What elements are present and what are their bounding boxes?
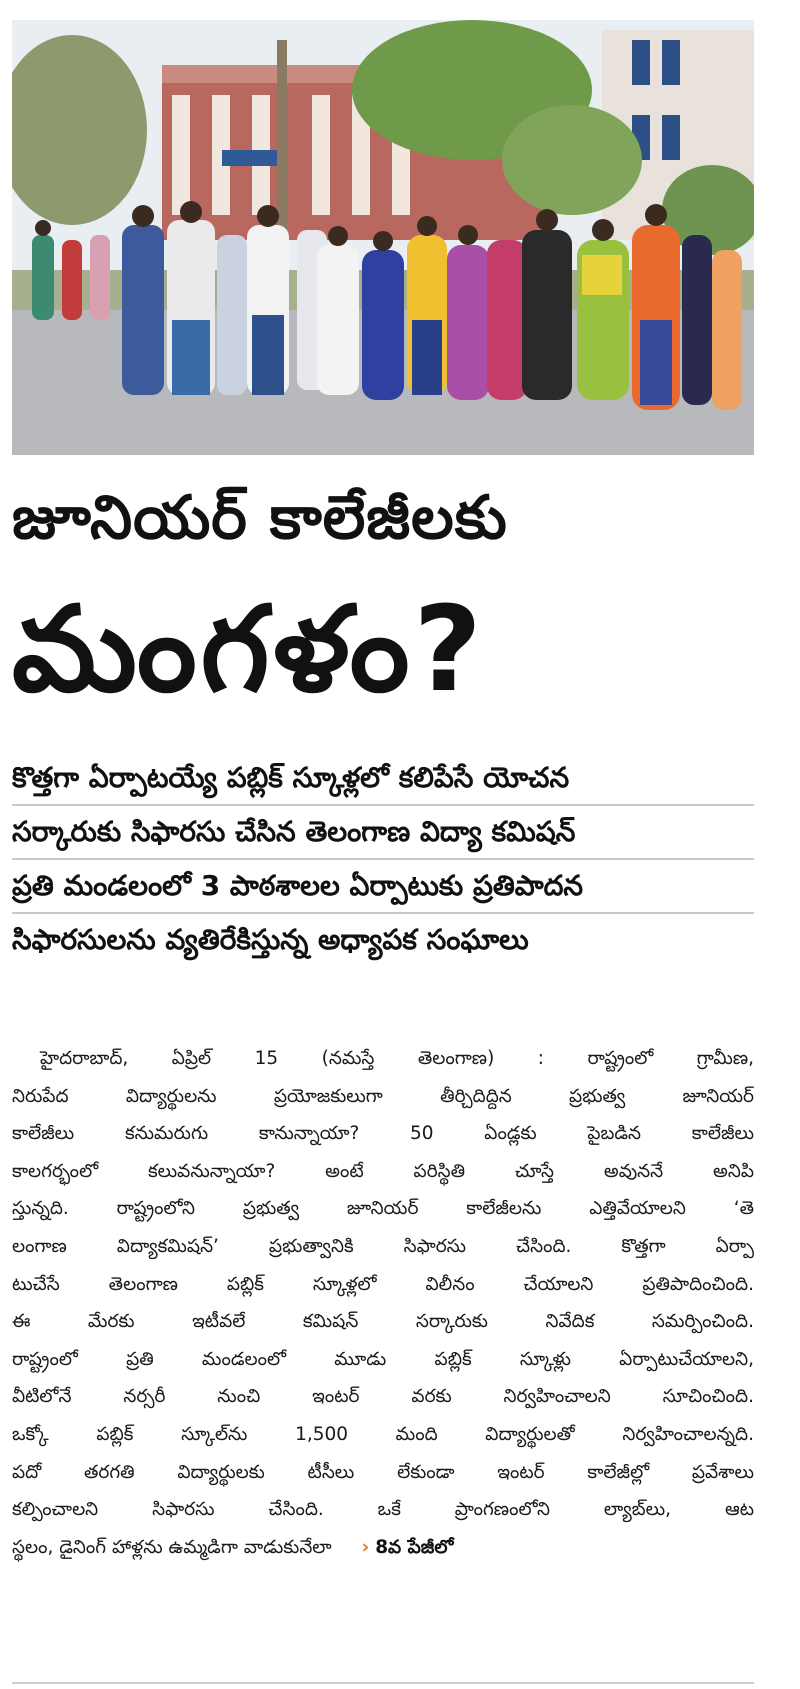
body-line: కల్పించాలని సిఫారసు చేసింది. ఒకే ప్రాంగణంలోని ల్యాబ్‌లు, ఆట (12, 1499, 754, 1521)
subheads (12, 752, 754, 966)
body-line: హైదరాబాద్, ఏప్రిల్ 15 (నమస్తే తెలంగాణ) : రాష్ట్రంలో గ్రామీణ, (40, 1048, 754, 1069)
body-line: కాలేజీలు కనుమరుగు కానున్నాయా? 50 ఏండ్లకు పైబడిన కాలేజీలు (12, 1123, 754, 1145)
body-line: కాలగర్భంలో కలువనున్నాయా? అంటే పరిస్థితి చూస్తే అవుననే అనిపి (12, 1160, 754, 1182)
subhead-4: సిఫారసులను వ్యతిరేకిస్తున్న అధ్యాపక సంఘాలు (12, 923, 529, 956)
continuation-link[interactable] (362, 1537, 454, 1558)
body-line: టుచేసే తెలంగాణ పబ్లిక్ స్కూళ్లలో విలీనం చేయాలని ప్రతిపాదించింది. (12, 1273, 754, 1295)
bottom-divider (12, 1682, 754, 1684)
body-line: ఒక్కో పబ్లిక్ స్కూల్‌ను 1,500 మంది విద్యార్థులతో నిర్వహించాలన్నది. (12, 1423, 754, 1445)
body-line: లంగాణ విద్యాకమిషన్’ ప్రభుత్వానికి సిఫారసు చేసింది. కొత్తగా ఏర్పా (12, 1235, 754, 1257)
body-line: పదో తరగతి విద్యార్థులకు టీసీలు లేకుండా ఇంటర్ కాలేజీల్లో ప్రవేశాలు (12, 1461, 754, 1483)
body-line: వీటిలోనే నర్సరీ నుంచి ఇంటర్ వరకు నిర్వహించాలని సూచించింది. (12, 1386, 754, 1408)
body-line: నిరుపేద విద్యార్థులను ప్రయోజకులుగా తీర్చిదిద్దిన ప్రభుత్వ జూనియర్ (12, 1085, 754, 1107)
body-line-last (12, 1529, 754, 1567)
headline-line-1: జూనియర్ కాలేజీలకు (12, 483, 508, 553)
body-line: రాష్ట్రంలో ప్రతి మండలంలో మూడు పబ్లిక్ స్కూళ్లు ఏర్పాటుచేయాలని, (12, 1348, 754, 1370)
subhead-3: ప్రతి మండలంలో 3 పాఠశాలల ఏర్పాటుకు ప్రతిపాదన (12, 860, 754, 914)
subhead-1: కొత్తగా ఏర్పాటయ్యే పబ్లిక్ స్కూళ్లలో కలిపేసే యోచన (12, 752, 754, 806)
body-line: ఈ మేరకు ఇటీవలే కమిషన్ సర్కారుకు నివేదిక సమర్పించింది. (12, 1311, 754, 1333)
news-photo-students (12, 20, 754, 455)
subhead-2: సర్కారుకు సిఫారసు చేసిన తెలంగాణ విద్యా కమిషన్ (12, 806, 754, 860)
students-walking-image (12, 20, 754, 455)
chevron-right-icon: › (361, 1536, 370, 1558)
body-line: స్తున్నది. రాష్ట్రంలోని ప్రభుత్వ జూనియర్ కాలేజీలను ఎత్తివేయాలని ‘తె (12, 1198, 754, 1220)
body-line: స్థలం, డైనింగ్ హాళ్లను ఉమ్మడిగా వాడుకునేలా (12, 1536, 332, 1558)
continuation-label: 8వ పేజీలో (375, 1536, 454, 1558)
headline-line-2: మంగళం? (12, 580, 486, 718)
article-body (12, 1040, 754, 1566)
